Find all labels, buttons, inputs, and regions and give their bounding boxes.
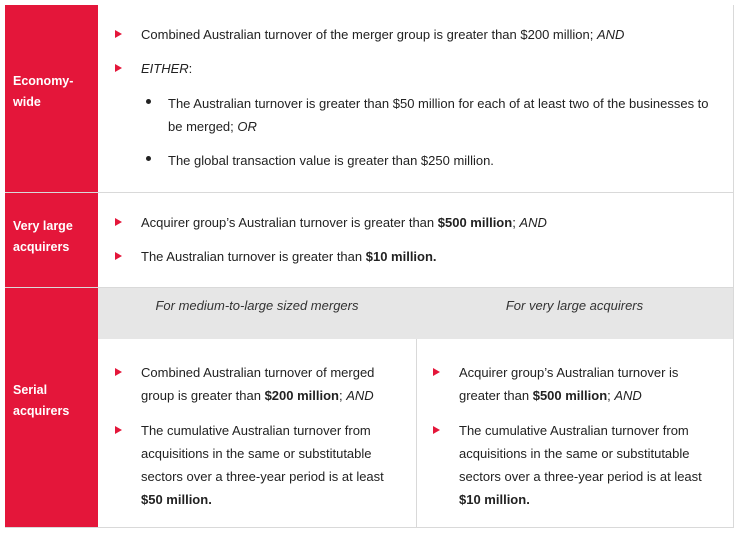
row-label-economy-wide <box>5 5 98 192</box>
triangle-bullet-icon <box>433 426 440 434</box>
row-label-very-large-acquirers <box>5 193 98 287</box>
row-label-line: Economy- <box>13 74 74 88</box>
dot-bullet-icon <box>146 99 151 104</box>
triangle-bullet-icon <box>115 64 122 72</box>
row-label-line: Very large <box>13 219 73 233</box>
column-header-very-large: For very large acquirers <box>505 298 644 313</box>
row-divider <box>5 527 734 528</box>
row-content-serial-acquirers <box>98 288 734 528</box>
column-header-band <box>98 288 733 339</box>
row-label-line: wide <box>13 95 41 109</box>
triangle-bullet-icon <box>115 368 122 376</box>
triangle-bullet-icon <box>115 426 122 434</box>
row-serial-acquirers <box>5 288 734 528</box>
merger-thresholds-table <box>5 5 734 528</box>
column-divider <box>416 339 417 528</box>
dot-bullet-icon <box>146 156 151 161</box>
list-item: The cumulative Australian turnover from acquisitions in the same or substitutable sectors over a three-year period is at least $50 million. <box>141 423 384 507</box>
list-item: Acquirer group’s Australian turnover is greater than $500 million; AND <box>141 215 547 230</box>
row-content-very-large-acquirers <box>98 193 734 287</box>
triangle-bullet-icon <box>115 30 122 38</box>
row-label-line: acquirers <box>13 240 70 254</box>
triangle-bullet-icon <box>115 252 122 260</box>
sub-list-item: The global transaction value is greater than $250 million. <box>168 153 494 168</box>
list-item: The cumulative Australian turnover from acquisitions in the same or substitutable sectors over a three-year period is at least $10 million. <box>459 423 702 507</box>
triangle-bullet-icon <box>433 368 440 376</box>
row-label-line: acquirers <box>13 404 70 418</box>
list-item: The Australian turnover is greater than $10 million. <box>141 249 437 264</box>
list-item: Combined Australian turnover of the merger group is greater than $200 million; AND <box>141 27 625 42</box>
row-very-large-acquirers <box>5 193 734 287</box>
row-economy-wide <box>5 5 734 192</box>
column-header-medium-large: For medium-to-large sized mergers <box>155 298 359 313</box>
row-label-line: Serial <box>13 383 48 397</box>
list-item: Combined Australian turnover of merged group is greater than $200 million; AND <box>141 365 375 403</box>
list-item: EITHER: <box>141 61 193 76</box>
list-item: Acquirer group’s Australian turnover is greater than $500 million; AND <box>459 365 679 403</box>
row-content-economy-wide <box>98 5 734 192</box>
sub-list-item: The Australian turnover is greater than $50 million for each of at least two of the businesses to be merged; OR <box>168 96 709 134</box>
row-label-serial-acquirers <box>5 288 98 528</box>
triangle-bullet-icon <box>115 218 122 226</box>
